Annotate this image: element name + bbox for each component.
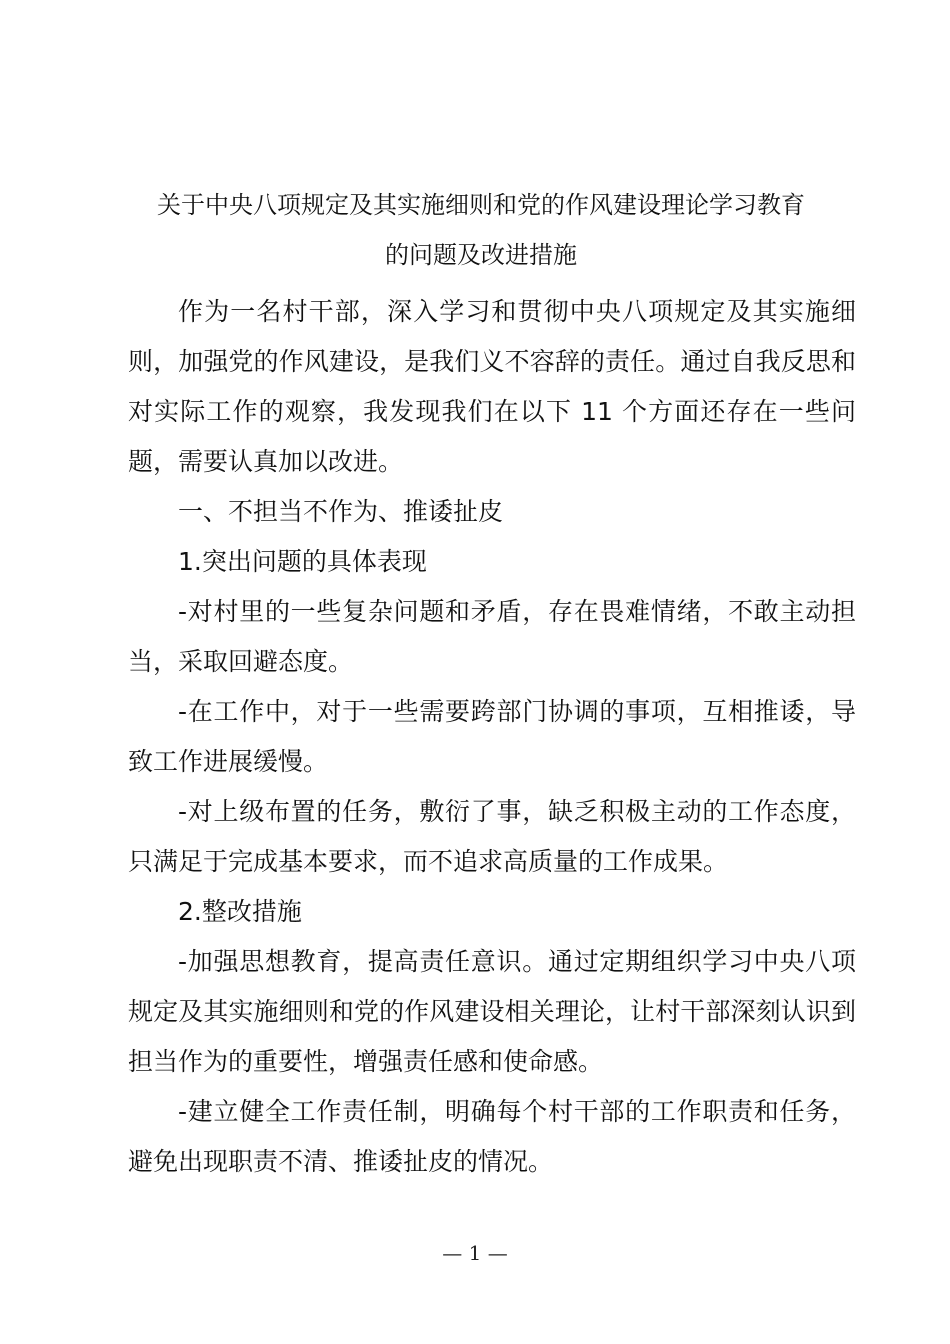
measure-item-1: -加强思想教育，提高责任意识。通过定期组织学习中央八项规定及其实施细则和党的作风建设相关理论，让村干部深刻认识到担当作为的重要性，增强责任感和使命感。 [128, 947, 856, 1076]
document-title-line-2: 的问题及改进措施 [385, 241, 577, 269]
problem-item-1: -对村里的一些复杂问题和矛盾，存在畏难情绪，不敢主动担当，采取回避态度。 [128, 597, 856, 676]
subheading-problems: 1.突出问题的具体表现 [178, 547, 427, 576]
section-heading-1: 一、不担当不作为、推诿扯皮 [178, 497, 504, 526]
measure-item-2: -建立健全工作责任制，明确每个村干部的工作职责和任务，避免出现职责不清、推诿扯皮的情况。 [128, 1097, 856, 1176]
document-body [128, 287, 856, 1187]
intro-paragraph: 作为一名村干部，深入学习和贯彻中央八项规定及其实施细则，加强党的作风建设，是我们义不容辞的责任。通过自我反思和对实际工作的观察，我发现我们在以下 11 个方面还存在一些问题，需要认真加以改进。 [128, 297, 856, 476]
document-title-line-1: 关于中央八项规定及其实施细则和党的作风建设理论学习教育 [157, 191, 805, 219]
subheading-measures: 2.整改措施 [178, 897, 302, 926]
problem-item-2: -在工作中，对于一些需要跨部门协调的事项，互相推诿，导致工作进展缓慢。 [128, 697, 856, 776]
page-number: — 1 — [442, 1241, 508, 1265]
problem-item-3: -对上级布置的任务，敷衍了事，缺乏积极主动的工作态度，只满足于完成基本要求，而不追求高质量的工作成果。 [128, 797, 856, 876]
